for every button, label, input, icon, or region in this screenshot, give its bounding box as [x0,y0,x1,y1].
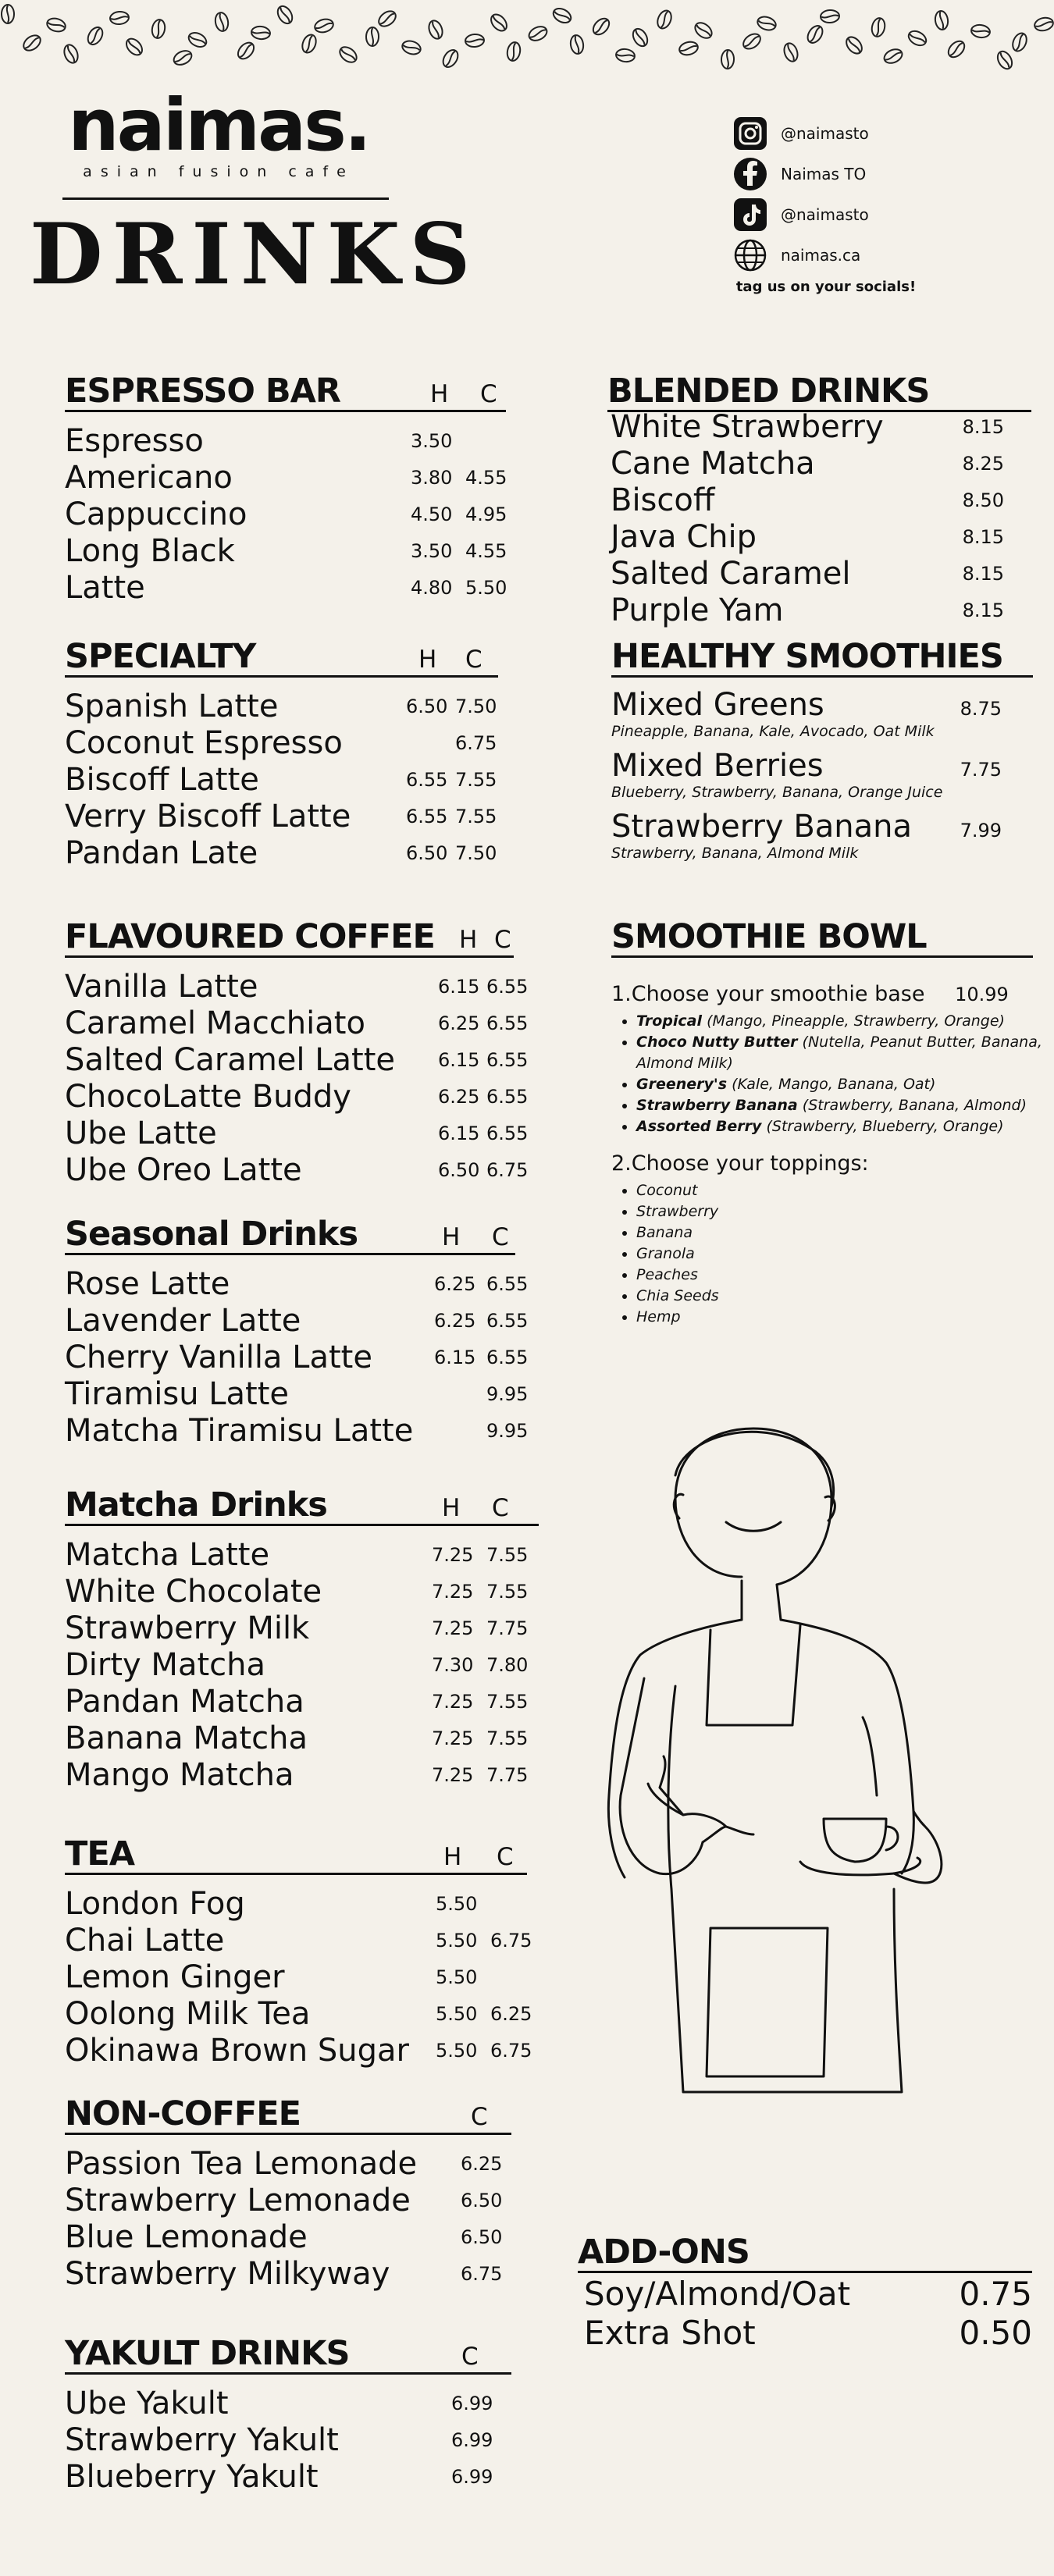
menu-item[interactable] [65,423,506,460]
cold-price: 7.75 [486,1764,529,1787]
smoothie-list [611,687,1033,862]
globe-icon [732,237,768,273]
cold-price: 7.80 [486,1654,529,1677]
item-name: Long Black [65,533,235,570]
bowl-base-option[interactable] [636,1116,1054,1137]
cold-price: 9.95 [486,1420,529,1443]
menu-item[interactable] [65,1886,527,1923]
hot-price: 7.25 [432,1581,474,1603]
brand-name: naimas. [68,84,369,167]
page-title: DRINKS [30,205,480,304]
cold-label: C [492,1494,509,1523]
menu-item[interactable] [65,799,498,835]
hot-price: 4.80 [411,577,453,600]
cold-price: 7.50 [455,696,497,718]
menu-item[interactable] [611,446,1004,482]
base-name: Strawberry Banana [636,1097,798,1114]
item-price: 7.99 [960,820,1002,842]
cold-label: C [492,1223,509,1252]
hot-price: 6.50 [406,842,448,865]
bowl-toppings [611,1180,1054,1328]
cold-price: 7.75 [486,1617,529,1640]
section-title: BLENDED DRINKS [607,372,930,411]
barista-illustration [566,1421,995,2108]
item-name: Latte [65,570,145,607]
hot-price: 7.25 [432,1617,474,1640]
brand-tagline: asian fusion cafe [83,163,354,180]
section-title: ADD-ONS [578,2233,750,2272]
menu-item[interactable] [65,1610,539,1647]
item-name: Ube Oreo Latte [65,1152,302,1189]
cold-price: 6.75 [461,2263,503,2286]
section-healthy-smoothies [611,639,1033,862]
bowl-step-1-label: 1.Choose your smoothie base [611,982,925,1006]
item-name: Cherry Vanilla Latte [65,1340,372,1376]
social-tagline: tag us on your socials! [735,279,917,295]
item-name: Pandan Matcha [65,1684,304,1720]
section-non-coffee [65,2096,511,2293]
cold-price: 7.55 [486,1691,529,1713]
cold-label: C [497,1843,514,1872]
cold-label: C [471,2103,488,2132]
item-name: Verry Biscoff Latte [65,799,351,835]
item-name: Salted Caramel Latte [65,1042,395,1079]
base-ingredients: (Strawberry, Blueberry, Orange) [766,1118,1004,1135]
cold-price: 6.75 [490,2040,532,2062]
section-header [607,373,1031,412]
item-name: Okinawa Brown Sugar [65,2033,409,2069]
menu-item[interactable] [611,556,1004,592]
section-header [611,639,1033,678]
item-name: Pandan Late [65,835,258,872]
item-name: Strawberry Yakult [65,2422,339,2459]
bowl-base-option[interactable] [636,1074,1054,1095]
social-website[interactable] [732,235,967,276]
menu-item[interactable] [611,809,1002,862]
cold-price: 6.75 [486,1159,529,1182]
cold-label: C [461,2343,479,2371]
menu-item[interactable] [611,592,1004,629]
base-name: Tropical [636,1012,703,1030]
section-title: FLAVOURED COFFEE [65,917,435,956]
cold-price: 6.55 [486,1086,529,1108]
menu-item[interactable] [65,725,498,762]
item-name: Dirty Matcha [65,1647,265,1684]
website-url: naimas.ca [781,246,861,265]
hot-price: 5.50 [436,2003,478,2026]
section-add-ons [578,2234,1032,2353]
hot-price: 6.50 [438,1159,480,1182]
tiktok-icon [732,197,768,233]
topping-option[interactable]: • Hemp [636,1307,1054,1328]
item-name: Passion Tea Lemonade [65,2146,418,2183]
item-name: Mixed Berries [611,748,824,785]
menu-item[interactable] [611,409,1004,446]
hot-label: H [443,1843,462,1872]
cold-price: 7.50 [455,842,497,865]
section-blended-drinks [607,373,1031,629]
base-ingredients: (Kale, Mango, Banana, Oat) [732,1076,936,1093]
item-name: Ube Yakult [65,2386,229,2422]
cold-price: 6.99 [451,2393,493,2415]
menu-item[interactable] [65,460,506,496]
section-title: Seasonal Drinks [65,1215,358,1254]
hot-price: 6.15 [438,1123,480,1145]
flavoured-list [65,969,529,1189]
tiktok-handle: @naimasto [781,205,869,224]
menu-item[interactable] [611,687,1002,740]
bowl-bases [611,1011,1054,1137]
menu-item[interactable] [65,1537,539,1574]
addon-name: Soy/Almond/Oat [584,2275,851,2314]
menu-item[interactable] [65,570,506,607]
cold-price: 6.55 [486,1273,529,1296]
cold-price: 6.55 [486,1049,529,1072]
hot-label: H [418,646,437,674]
menu-item[interactable] [611,519,1004,556]
social-tiktok[interactable] [732,194,967,235]
item-name: Matcha Tiramisu Latte [65,1413,414,1450]
menu-item[interactable] [65,2033,532,2069]
menu-item[interactable] [65,969,529,1005]
item-name: Ube Latte [65,1115,217,1152]
cold-price: 7.55 [455,769,497,792]
section-matcha-drinks [65,1487,539,1794]
topping-option[interactable]: • Chia Seeds [636,1286,1054,1307]
hot-label: H [442,1494,461,1523]
menu-item[interactable] [65,1115,529,1152]
section-seasonal-drinks [65,1215,529,1450]
menu-item[interactable] [65,496,506,533]
menu-item[interactable] [65,1005,529,1042]
social-facebook[interactable] [732,154,967,194]
menu-item[interactable] [65,1266,529,1303]
hot-price: 7.25 [432,1691,474,1713]
hot-price: 7.30 [432,1654,474,1677]
instagram-icon [732,116,768,151]
hot-price: 5.50 [436,2040,478,2062]
item-price: 8.50 [962,489,1004,512]
addon-name: Extra Shot [584,2314,756,2353]
hot-price: 6.25 [438,1012,480,1035]
bowl-step-1 [611,982,1054,1006]
section-yakult-drinks [65,2336,511,2496]
menu-item[interactable] [65,2146,511,2183]
cold-label: C [480,380,497,409]
item-name: Strawberry Banana [611,809,912,845]
cold-price: 6.99 [451,2429,493,2452]
section-title: Matcha Drinks [65,1485,327,1525]
bowl-base-option[interactable] [636,1032,1054,1074]
menu-item[interactable] [65,1996,532,2033]
hot-label: H [442,1223,461,1252]
cold-price: 7.55 [486,1544,529,1567]
item-name: Americano [65,460,233,496]
matcha-list [65,1537,539,1794]
item-name: Lemon Ginger [65,1959,285,1996]
menu-item[interactable] [65,1340,529,1376]
item-name: Mixed Greens [611,687,824,724]
section-specialty [65,639,498,872]
item-name: Matcha Latte [65,1537,270,1574]
menu-item[interactable] [65,762,498,799]
hot-price: 6.55 [406,806,448,828]
item-name: Salted Caramel [611,556,851,592]
menu-item[interactable] [65,2386,511,2422]
item-name: Spanish Latte [65,688,279,725]
item-name: Mango Matcha [65,1757,294,1794]
section-header [65,2336,511,2375]
section-smoothie-bowl [611,919,1033,958]
hot-price: 6.25 [434,1310,476,1332]
cold-price: 6.55 [486,1012,529,1035]
menu-item[interactable] [65,1574,539,1610]
section-header [65,373,506,412]
menu-item[interactable] [65,2183,511,2219]
hot-price: 6.50 [406,696,448,718]
menu-item[interactable] [65,688,498,725]
menu-item[interactable] [65,835,498,872]
base-ingredients: (Mango, Pineapple, Strawberry, Orange) [707,1012,1005,1030]
base-name: Greenery's [636,1076,728,1093]
section-title: NON-COFFEE [65,2094,301,2133]
yakult-list [65,2386,511,2496]
facebook-icon [732,156,768,192]
menu-item[interactable] [611,482,1004,519]
section-espresso-bar [65,373,506,607]
social-instagram[interactable] [732,113,967,154]
menu-item[interactable] [65,1152,529,1189]
item-name: Tiramisu Latte [65,1376,290,1413]
hot-price: 7.25 [432,1727,474,1750]
cold-price: 5.50 [465,577,507,600]
menu-item[interactable] [65,1647,539,1684]
hot-price: 6.25 [434,1273,476,1296]
cold-price: 6.99 [451,2466,493,2489]
blended-list [607,409,1031,629]
item-name: Strawberry Lemonade [65,2183,411,2219]
seasonal-list [65,1266,529,1450]
addon-price: 0.75 [959,2275,1032,2314]
section-tea [65,1834,532,2069]
bowl-base-option[interactable] [636,1095,1054,1116]
menu-item[interactable] [65,1413,529,1450]
menu-item[interactable] [65,1042,529,1079]
section-header [65,1216,515,1255]
cold-price: 6.55 [486,976,529,998]
hot-price: 5.50 [436,1966,478,1989]
hot-price: 6.15 [434,1347,476,1369]
cold-price: 4.55 [465,540,507,563]
menu-item[interactable] [65,1303,529,1340]
item-name: Biscoff [611,482,715,519]
menu-item[interactable] [65,1923,532,1959]
menu-item[interactable] [65,2459,511,2496]
base-ingredients: (Nutella, Peanut Butter, Banana, Almond Milk) [636,1034,1042,1072]
menu-item[interactable] [65,1376,529,1413]
hot-price: 6.15 [438,1049,480,1072]
section-title: SPECIALTY [65,637,256,676]
cold-price: 4.95 [465,503,507,526]
item-name: White Chocolate [65,1574,322,1610]
section-flavoured-coffee [65,917,529,1189]
base-ingredients: (Strawberry, Banana, Almond) [802,1097,1027,1114]
hot-label: H [459,926,478,955]
item-name: Cane Matcha [611,446,815,482]
instagram-handle: @naimasto [781,124,869,143]
section-header [65,639,498,678]
hot-price: 3.50 [411,540,453,563]
cold-price: 6.55 [486,1123,529,1145]
item-name: Vanilla Latte [65,969,258,1005]
item-name: Coconut Espresso [65,725,343,762]
section-title: HEALTHY SMOOTHIES [611,637,1003,676]
section-header [65,1836,527,1875]
item-description: Strawberry, Banana, Almond Milk [611,845,859,863]
cold-price: 7.55 [486,1727,529,1750]
hot-price: 5.50 [436,1893,478,1916]
cold-price: 7.55 [486,1581,529,1603]
hot-price: 7.25 [432,1544,474,1567]
item-name: Strawberry Milkyway [65,2256,390,2293]
menu-item[interactable] [65,533,506,570]
item-name: Banana Matcha [65,1720,308,1757]
menu-item[interactable] [65,2256,511,2293]
item-name: Caramel Macchiato [65,1005,365,1042]
cold-price: 6.75 [455,732,497,755]
cold-label: C [494,926,511,955]
item-price: 8.15 [962,416,1004,439]
noncoffee-list [65,2146,511,2293]
hot-price: 5.50 [436,1930,478,1952]
section-header [611,919,1033,958]
item-price: 8.25 [962,453,1004,475]
menu-item[interactable] [65,1757,539,1794]
item-name: Biscoff Latte [65,762,259,799]
cold-price: 6.55 [486,1347,529,1369]
section-title: ESPRESSO BAR [65,372,341,411]
item-name: Cappuccino [65,496,247,533]
item-description: Pineapple, Banana, Kale, Avocado, Oat Milk [611,723,935,741]
item-description: Blueberry, Strawberry, Banana, Orange Juice [611,784,943,802]
espresso-list [65,423,506,607]
item-name: Espresso [65,423,204,460]
hot-price: 6.15 [438,976,480,998]
topping-option[interactable]: • Banana [636,1222,1054,1244]
menu-item[interactable] [65,2219,511,2256]
menu-item[interactable] [65,1079,529,1115]
hot-price: 7.25 [432,1764,474,1787]
cold-price: 6.50 [461,2190,503,2212]
section-header [578,2234,1032,2273]
topping-option[interactable]: • Peaches [636,1265,1054,1286]
brand-logo [62,84,375,180]
section-title: YAKULT DRINKS [65,2334,350,2373]
item-name: Oolong Milk Tea [65,1996,311,2033]
item-name: ChocoLatte Buddy [65,1079,351,1115]
menu-item[interactable] [65,1959,527,1996]
cold-price: 4.55 [465,467,507,489]
section-header [65,919,514,958]
cold-price: 6.25 [461,2153,503,2176]
item-name: Purple Yam [611,592,784,629]
item-price: 8.15 [962,600,1004,622]
item-name: Java Chip [611,519,757,556]
item-name: Rose Latte [65,1266,230,1303]
item-name: London Fog [65,1886,245,1923]
item-name: Blueberry Yakult [65,2459,319,2496]
smoothie-bowl-options [611,982,1054,1328]
item-price: 8.75 [960,698,1002,720]
cold-price: 6.50 [461,2226,503,2249]
hot-price: 6.55 [406,769,448,792]
hot-price: 3.80 [411,467,453,489]
cold-label: C [465,646,482,674]
item-name: Strawberry Milk [65,1610,310,1647]
topping-option[interactable]: • Coconut [636,1180,1054,1201]
section-header [65,1487,539,1526]
item-name: Lavender Latte [65,1303,301,1340]
bowl-price: 10.99 [955,984,1009,1005]
hot-price: 3.50 [411,430,453,453]
base-name: Choco Nutty Butter [636,1034,798,1051]
cold-price: 6.25 [490,2003,532,2026]
menu-item[interactable] [65,1684,539,1720]
section-title: TEA [65,1834,134,1873]
section-header [65,2096,511,2135]
cold-price: 7.55 [455,806,497,828]
topping-option[interactable]: • Strawberry [636,1201,1054,1222]
tea-list [65,1886,532,2069]
bowl-step-2: 2.Choose your toppings: [611,1151,869,1176]
logo-divider [62,197,389,200]
cold-price: 6.75 [490,1930,532,1952]
item-name: Chai Latte [65,1923,225,1959]
base-name: Assorted Berry [636,1118,762,1135]
facebook-handle: Naimas TO [781,165,867,183]
social-links [732,113,967,295]
item-price: 8.15 [962,526,1004,549]
menu-item[interactable] [65,2422,511,2459]
addon-price: 0.50 [959,2314,1032,2353]
hot-price: 6.25 [438,1086,480,1108]
item-name: Blue Lemonade [65,2219,308,2256]
coffee-bean-pattern [0,0,1054,78]
bowl-base-option[interactable] [636,1011,1054,1032]
hot-price: 4.50 [411,503,453,526]
topping-option[interactable]: • Granola [636,1244,1054,1265]
section-title: SMOOTHIE BOWL [611,917,927,956]
addon-item[interactable] [584,2275,1032,2314]
addon-item[interactable] [584,2314,1032,2353]
hot-label: H [430,380,449,409]
menu-item[interactable] [65,1720,539,1757]
addon-list [578,2275,1032,2353]
menu-item[interactable] [611,748,1002,801]
item-name: White Strawberry [611,409,884,446]
item-price: 8.15 [962,563,1004,585]
item-price: 7.75 [960,759,1002,781]
cold-price: 9.95 [486,1383,529,1406]
specialty-list [65,688,498,872]
cold-price: 6.55 [486,1310,529,1332]
